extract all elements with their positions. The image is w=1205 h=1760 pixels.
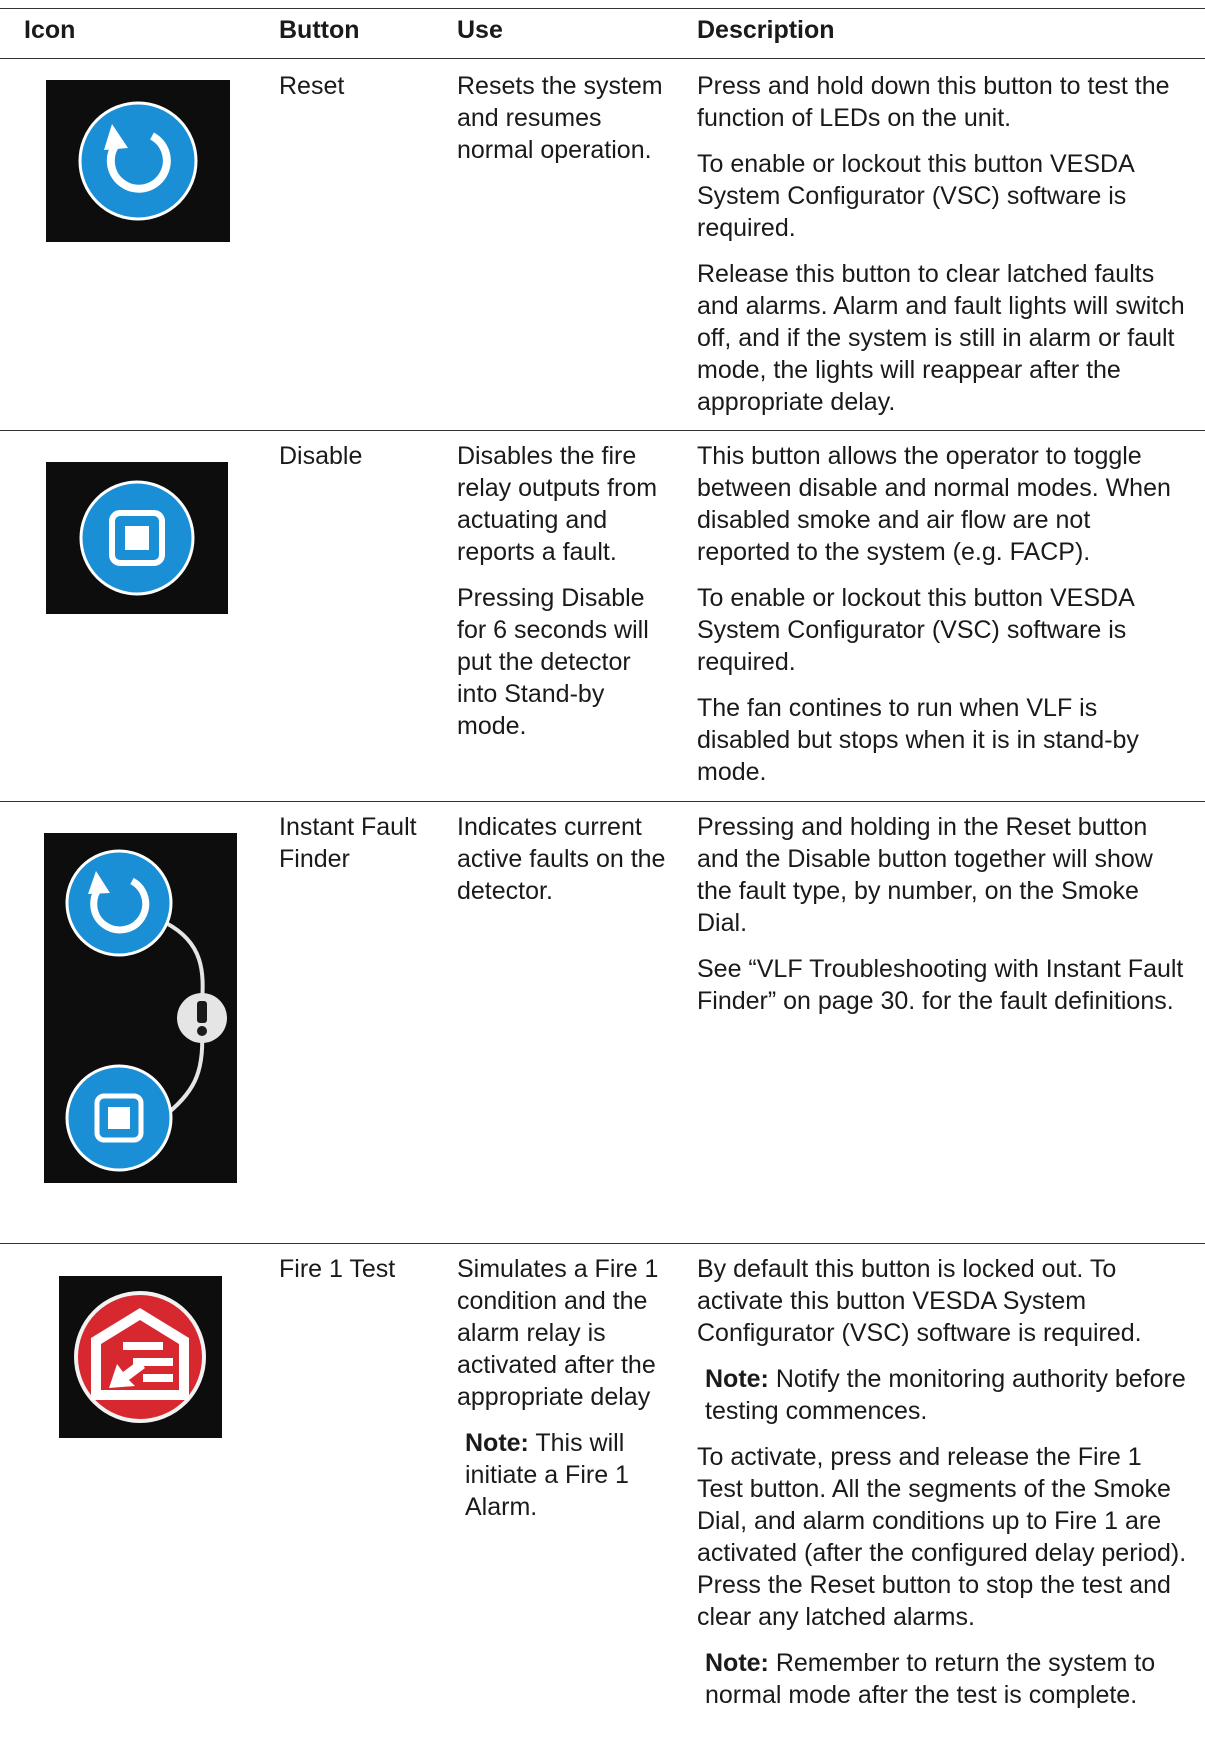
instant-fault-finder-icon xyxy=(44,833,237,1183)
row-reset-description xyxy=(697,70,1187,432)
row-rule xyxy=(0,801,1205,802)
row-rule xyxy=(0,1243,1205,1244)
row-rule xyxy=(0,430,1205,431)
table-top-rule xyxy=(0,8,1205,9)
description-text: Pressing and holding in the Reset button and the Disable button together will show the fault type, by number, on the Smoke Dial. xyxy=(697,813,1153,937)
header-button: Button xyxy=(279,16,360,44)
description-text: To enable or lockout this button VESDA System Configurator (VSC) software is required. xyxy=(697,150,1134,242)
instant-fault-finder-icon-tile xyxy=(44,833,237,1183)
note-text: Notify the monitoring authority before testing commences. xyxy=(705,1365,1186,1425)
row-fault-finder-use xyxy=(457,811,667,921)
row-reset-button xyxy=(279,70,449,102)
description-text: See “VLF Troubleshooting with Instant Fault Finder” on page 30. for the fault definitions. xyxy=(697,955,1184,1015)
description-text: By default this button is locked out. To activate this button VESDA System Configurator (VSC) software is required. xyxy=(697,1255,1142,1347)
row-disable-description xyxy=(697,440,1187,802)
reset-icon xyxy=(46,80,230,242)
use-text: Resets the system and resumes normal operation. xyxy=(457,72,663,164)
row-fault-finder-description xyxy=(697,811,1187,1031)
description-note xyxy=(705,1647,1187,1711)
header-icon: Icon xyxy=(24,16,76,44)
note-label: Note: xyxy=(465,1429,529,1457)
description-text: The fan contines to run when VLF is disabled but stops when it is in stand-by mode. xyxy=(697,694,1139,786)
use-note xyxy=(465,1427,675,1523)
fire-test-icon-tile xyxy=(59,1276,222,1438)
note-text: Remember to return the system to normal mode after the test is complete. xyxy=(705,1649,1156,1709)
button-name: Instant Fault Finder xyxy=(279,813,417,873)
use-text: Simulates a Fire 1 condition and the alarm relay is activated after the appropriate delay xyxy=(457,1255,659,1411)
row-fire-test-use xyxy=(457,1253,675,1537)
row-fault-finder-button xyxy=(279,811,444,875)
header-description: Description xyxy=(697,16,835,44)
description-note xyxy=(705,1363,1187,1427)
row-disable-use xyxy=(457,440,667,756)
description-text: To enable or lockout this button VESDA System Configurator (VSC) software is required. xyxy=(697,584,1134,676)
row-fire-test-description xyxy=(697,1253,1187,1725)
row-reset-use xyxy=(457,70,667,180)
header-rule xyxy=(0,58,1205,59)
description-text: Release this button to clear latched faults and alarms. Alarm and fault lights will switch off, and if the system is still in alarm or fault mode, the lights will reappear after the appropriate delay. xyxy=(697,260,1185,416)
note-text: This will initiate a Fire 1 Alarm. xyxy=(465,1429,629,1521)
description-text: To activate, press and release the Fire 1 Test button. All the segments of the Smoke Dial, and alarm conditions up to Fire 1 are activated (after the configured delay period). Press the Reset button to stop the test and clear any latched alarms. xyxy=(697,1443,1187,1631)
fire-test-icon xyxy=(59,1276,222,1438)
use-text: Disables the fire relay outputs from actuating and reports a fault. xyxy=(457,442,658,566)
header-use: Use xyxy=(457,16,503,44)
button-name: Reset xyxy=(279,72,345,100)
note-label: Note: xyxy=(705,1365,769,1393)
use-text: Pressing Disable for 6 seconds will put the detector into Stand-by mode. xyxy=(457,584,649,740)
button-name: Fire 1 Test xyxy=(279,1255,396,1283)
row-fire-test-button xyxy=(279,1253,449,1285)
button-name: Disable xyxy=(279,442,363,470)
disable-icon-tile xyxy=(46,462,228,614)
use-text: Indicates current active faults on the detector. xyxy=(457,813,666,905)
description-text: Press and hold down this button to test the function of LEDs on the unit. xyxy=(697,72,1170,132)
reset-icon-tile xyxy=(46,80,230,242)
description-text: This button allows the operator to toggle between disable and normal modes. When disabled smoke and air flow are not reported to the system (e.g. FACP). xyxy=(697,442,1171,566)
disable-icon xyxy=(46,462,228,614)
row-disable-button xyxy=(279,440,449,472)
note-label: Note: xyxy=(705,1649,769,1677)
